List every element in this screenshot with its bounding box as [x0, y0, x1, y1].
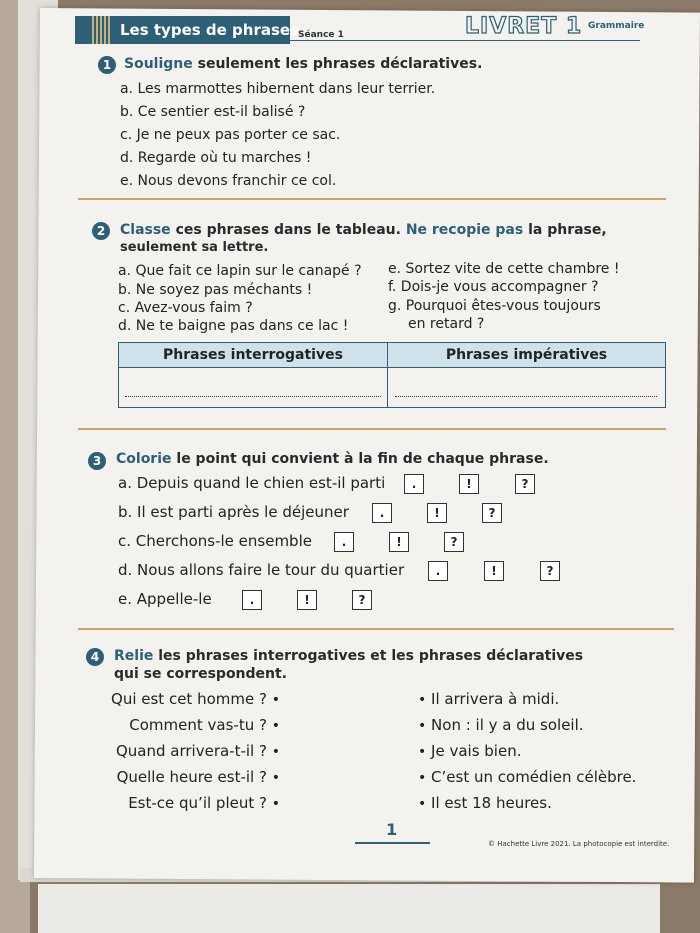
- period-choice-box[interactable]: .: [334, 532, 354, 552]
- sentence-item: a. Depuis quand le chien est-il parti: [118, 474, 386, 492]
- subject-label: Grammaire: [588, 21, 645, 31]
- answer-item: • C’est un comédien célèbre.: [418, 768, 637, 786]
- sentence-item: c. Cherchons-le ensemble: [118, 532, 312, 550]
- list-item: c. Je ne peux pas porter ce sac.: [120, 127, 341, 143]
- exercise-1-number: 1: [98, 56, 116, 74]
- question-item: Quand arrivera-t-il ? •: [115, 742, 280, 760]
- question-choice-box[interactable]: ?: [352, 590, 372, 610]
- page-number-rule: [355, 842, 430, 844]
- list-item: b. Ce sentier est-il balisé ?: [120, 104, 306, 120]
- exclamation-choice-box[interactable]: !: [459, 474, 479, 494]
- link-dot[interactable]: •: [418, 718, 427, 734]
- question-choice-box[interactable]: ?: [540, 561, 560, 581]
- answer-item: • Il est 18 heures.: [418, 794, 552, 812]
- table-header-imperatives: Phrases impératives: [388, 343, 665, 368]
- answer-line-imperatives[interactable]: [395, 395, 657, 397]
- section-divider: [78, 628, 674, 630]
- list-item: f. Dois-je vous accompagner ?: [388, 279, 599, 295]
- list-item: a. Les marmottes hibernent dans leur terrier.: [120, 81, 436, 97]
- list-item: d. Ne te baigne pas dans ce lac !: [118, 318, 349, 334]
- header-stripes: [92, 16, 110, 44]
- answer-item: • Je vais bien.: [418, 742, 522, 760]
- exclamation-choice-box[interactable]: !: [484, 561, 504, 581]
- question-choice-box[interactable]: ?: [515, 474, 535, 494]
- section-divider: [78, 428, 666, 430]
- exercise-4-instruction-line2: qui se correspondent.: [114, 666, 288, 682]
- link-dot[interactable]: •: [418, 692, 427, 708]
- livret-label: LIVRET 1: [465, 14, 583, 39]
- exercise-3-instruction: Colorie le point qui convient à la fin de chaque phrase.: [116, 451, 549, 467]
- sentence-item: b. Il est parti après le déjeuner: [118, 503, 349, 521]
- exercise-4-instruction: Relie les phrases interrogatives et les phrases déclaratives: [114, 648, 584, 664]
- instruction-keyword: Souligne: [124, 56, 193, 72]
- exercise-3-number: 3: [88, 452, 106, 470]
- sentence-item: e. Appelle-le: [118, 590, 212, 608]
- header-rule: [290, 40, 640, 41]
- list-item: d. Regarde où tu marches !: [120, 150, 312, 166]
- page-number: 1: [386, 820, 398, 839]
- exclamation-choice-box[interactable]: !: [389, 532, 409, 552]
- link-dot[interactable]: •: [418, 796, 427, 812]
- period-choice-box[interactable]: .: [242, 590, 262, 610]
- link-dot[interactable]: •: [271, 796, 280, 812]
- list-item: e. Sortez vite de cette chambre !: [388, 261, 620, 277]
- exercise-2-instruction-line2: seulement sa lettre.: [120, 240, 269, 255]
- question-item: Comment vas-tu ? •: [129, 716, 280, 734]
- copyright-notice: © Hachette Livre 2021. La photocopie est interdite.: [488, 840, 670, 848]
- question-item: Qui est cet homme ? •: [111, 690, 280, 708]
- exercise-2-number: 2: [92, 222, 110, 240]
- question-choice-box[interactable]: ?: [482, 503, 502, 523]
- answer-line-interrogatives[interactable]: [125, 395, 381, 397]
- list-item: en retard ?: [408, 316, 485, 332]
- period-choice-box[interactable]: .: [404, 474, 424, 494]
- table-column-divider: [387, 343, 388, 407]
- list-item: c. Avez-vous faim ?: [118, 300, 253, 316]
- instruction-text: seulement les phrases déclaratives.: [197, 56, 483, 72]
- link-dot[interactable]: •: [418, 770, 427, 786]
- page-title: Les types de phrases: [120, 21, 299, 39]
- answer-item: • Il arrivera à midi.: [418, 690, 560, 708]
- classification-table: [118, 342, 666, 408]
- question-choice-box[interactable]: ?: [444, 532, 464, 552]
- period-choice-box[interactable]: .: [372, 503, 392, 523]
- link-dot[interactable]: •: [271, 744, 280, 760]
- seance-label: Séance 1: [298, 30, 344, 40]
- exclamation-choice-box[interactable]: !: [427, 503, 447, 523]
- exclamation-choice-box[interactable]: !: [297, 590, 317, 610]
- list-item: g. Pourquoi êtes-vous toujours: [388, 298, 601, 314]
- paper-stack-lower: [38, 884, 660, 933]
- list-item: e. Nous devons franchir ce col.: [120, 173, 337, 189]
- sentence-item: d. Nous allons faire le tour du quartier: [118, 561, 405, 579]
- list-item: a. Que fait ce lapin sur le canapé ?: [118, 263, 362, 279]
- link-dot[interactable]: •: [271, 770, 280, 786]
- list-item: b. Ne soyez pas méchants !: [118, 282, 313, 298]
- exercise-2-instruction: Classe ces phrases dans le tableau. Ne recopie pas la phrase,: [120, 222, 607, 238]
- exercise-1-instruction: [124, 56, 482, 72]
- question-item: Quelle heure est-il ? •: [116, 768, 280, 786]
- period-choice-box[interactable]: .: [428, 561, 448, 581]
- section-divider: [78, 198, 666, 200]
- link-dot[interactable]: •: [271, 692, 280, 708]
- link-dot[interactable]: •: [418, 744, 427, 760]
- exercise-4-number: 4: [86, 648, 104, 666]
- table-header-interrogatives: Phrases interrogatives: [119, 343, 387, 368]
- question-item: Est-ce qu’il pleut ? •: [128, 794, 280, 812]
- link-dot[interactable]: •: [271, 718, 280, 734]
- answer-item: • Non : il y a du soleil.: [418, 716, 584, 734]
